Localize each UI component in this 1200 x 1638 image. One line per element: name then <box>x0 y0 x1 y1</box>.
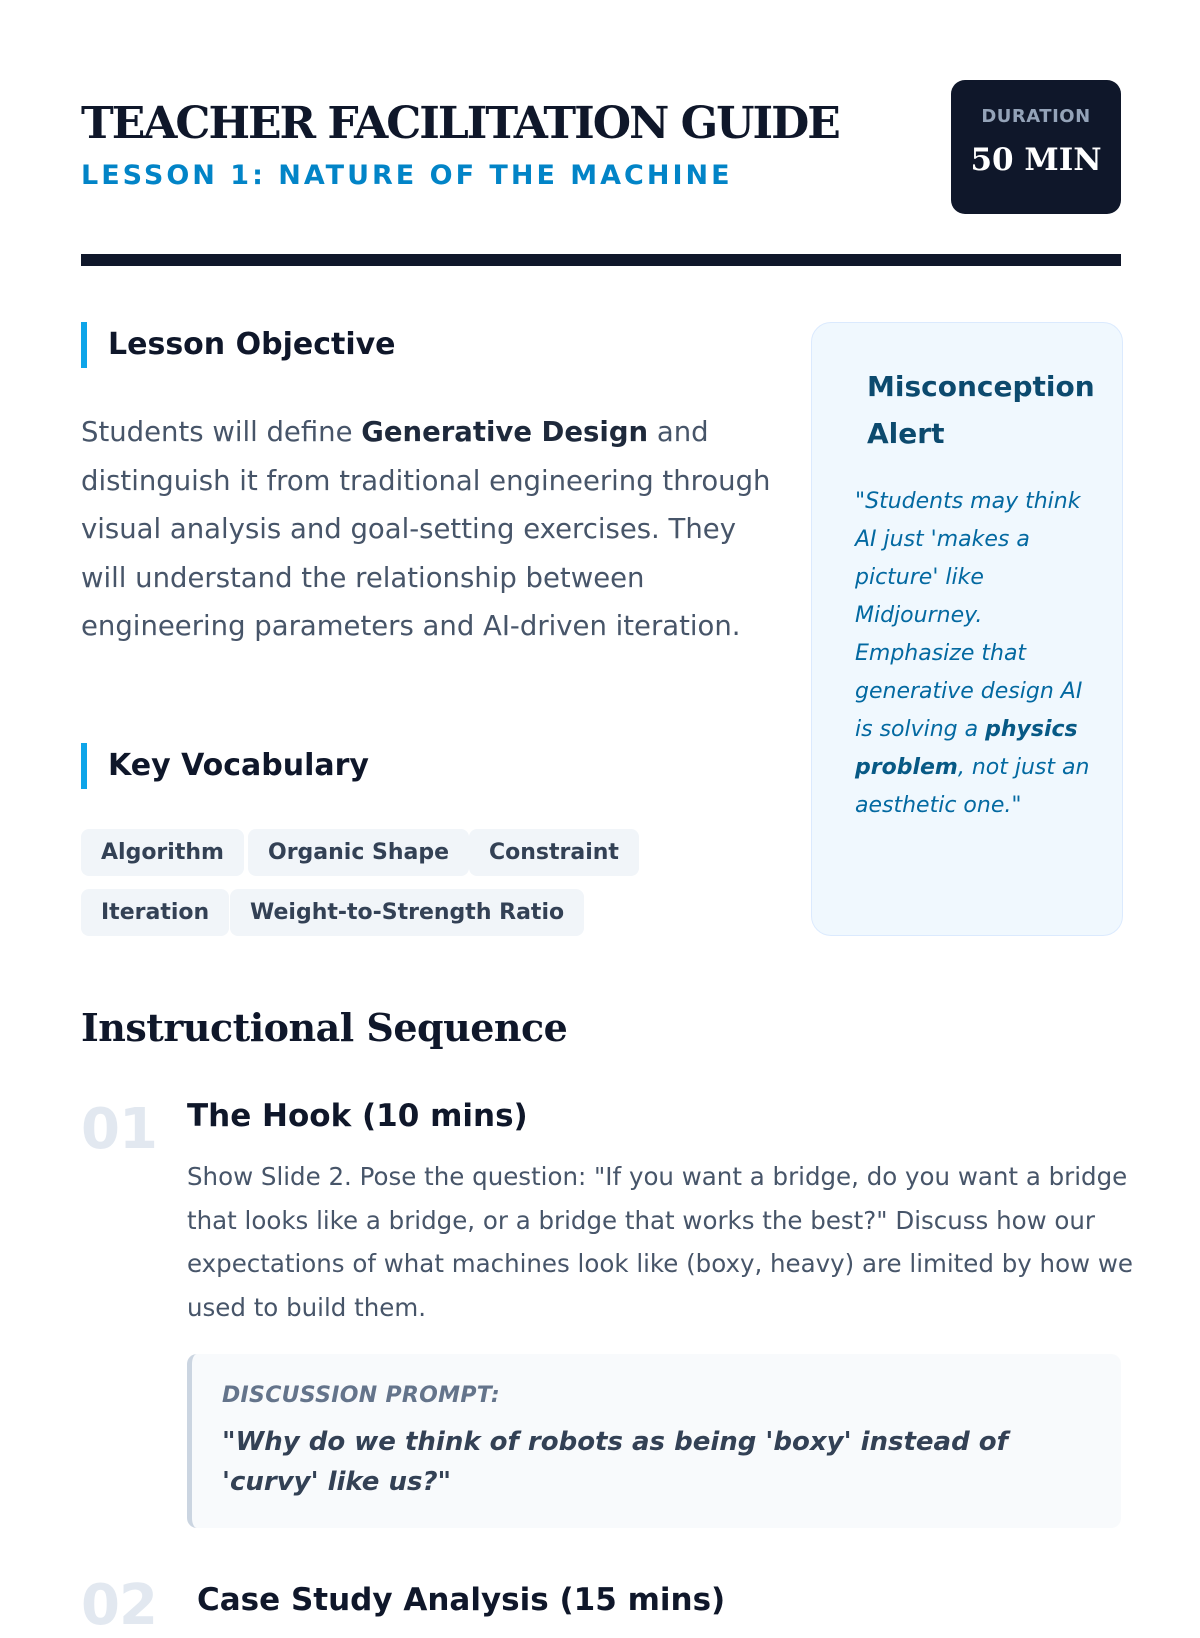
objective-term: Generative Design <box>361 416 649 448</box>
header-divider <box>81 254 1121 266</box>
lesson-subtitle: LESSON 1: NATURE OF THE MACHINE <box>81 160 733 191</box>
duration-badge <box>951 80 1121 214</box>
discussion-prompt-box <box>187 1354 1121 1528</box>
objective-heading: Lesson Objective <box>81 322 396 368</box>
duration-label: DURATION <box>981 106 1091 127</box>
vocab-chip-organic-shape: Organic Shape <box>248 829 469 876</box>
discussion-prompt-text: "Why do we think of robots as being 'boxy' instead of 'curvy' like us?" <box>222 1427 1008 1497</box>
vocab-chip-iteration: Iteration <box>81 889 229 936</box>
vocab-chip-weight-to-strength-ratio: Weight-to-Strength Ratio <box>230 889 584 936</box>
sequence-heading: Instructional Sequence <box>81 1005 568 1050</box>
step-number-01: 01 <box>81 1097 157 1162</box>
alert-quote-emphasis: physics problem <box>855 717 1078 780</box>
objective-text <box>81 408 771 651</box>
misconception-alert-title: Misconception Alert <box>867 370 1095 450</box>
guide-header <box>81 80 1121 215</box>
vocab-chip-algorithm: Algorithm <box>81 829 244 876</box>
step-title-case-study: Case Study Analysis (15 mins) <box>197 1582 726 1618</box>
duration-value: 50 MIN <box>970 142 1102 178</box>
discussion-prompt-label: DISCUSSION PROMPT: <box>222 1383 500 1408</box>
step-body-hook: Show Slide 2. Pose the question: "If you want a bridge, do you want a bridge that looks like a bridge, or a bridge that works the best?" Discuss how our expectations of what machines look like (boxy, heavy) are limited by how we used to build them. <box>187 1162 1133 1322</box>
misconception-alert-card <box>811 322 1123 936</box>
step-title-hook: The Hook (10 mins) <box>187 1098 528 1134</box>
vocab-chip-constraint: Constraint <box>469 829 639 876</box>
document-title: TEACHER FACILITATION GUIDE <box>81 98 839 149</box>
alert-quote-before: "Students may think AI just 'makes a picture' like Midjourney. Emphasize that generative design AI is solving a <box>855 489 1083 742</box>
misconception-alert-quote <box>855 483 1095 825</box>
vocabulary-heading: Key Vocabulary <box>81 743 369 789</box>
objective-text-after: and distinguish it from traditional engineering through visual analysis and goal-setting exercises. They will understand the relationship between engineering parameters and AI-driven iteration. <box>81 416 771 642</box>
objective-text-before: Students will define <box>81 416 362 448</box>
step-number-02: 02 <box>81 1573 157 1638</box>
alert-quote-after: , not just an aesthetic one." <box>855 755 1090 818</box>
